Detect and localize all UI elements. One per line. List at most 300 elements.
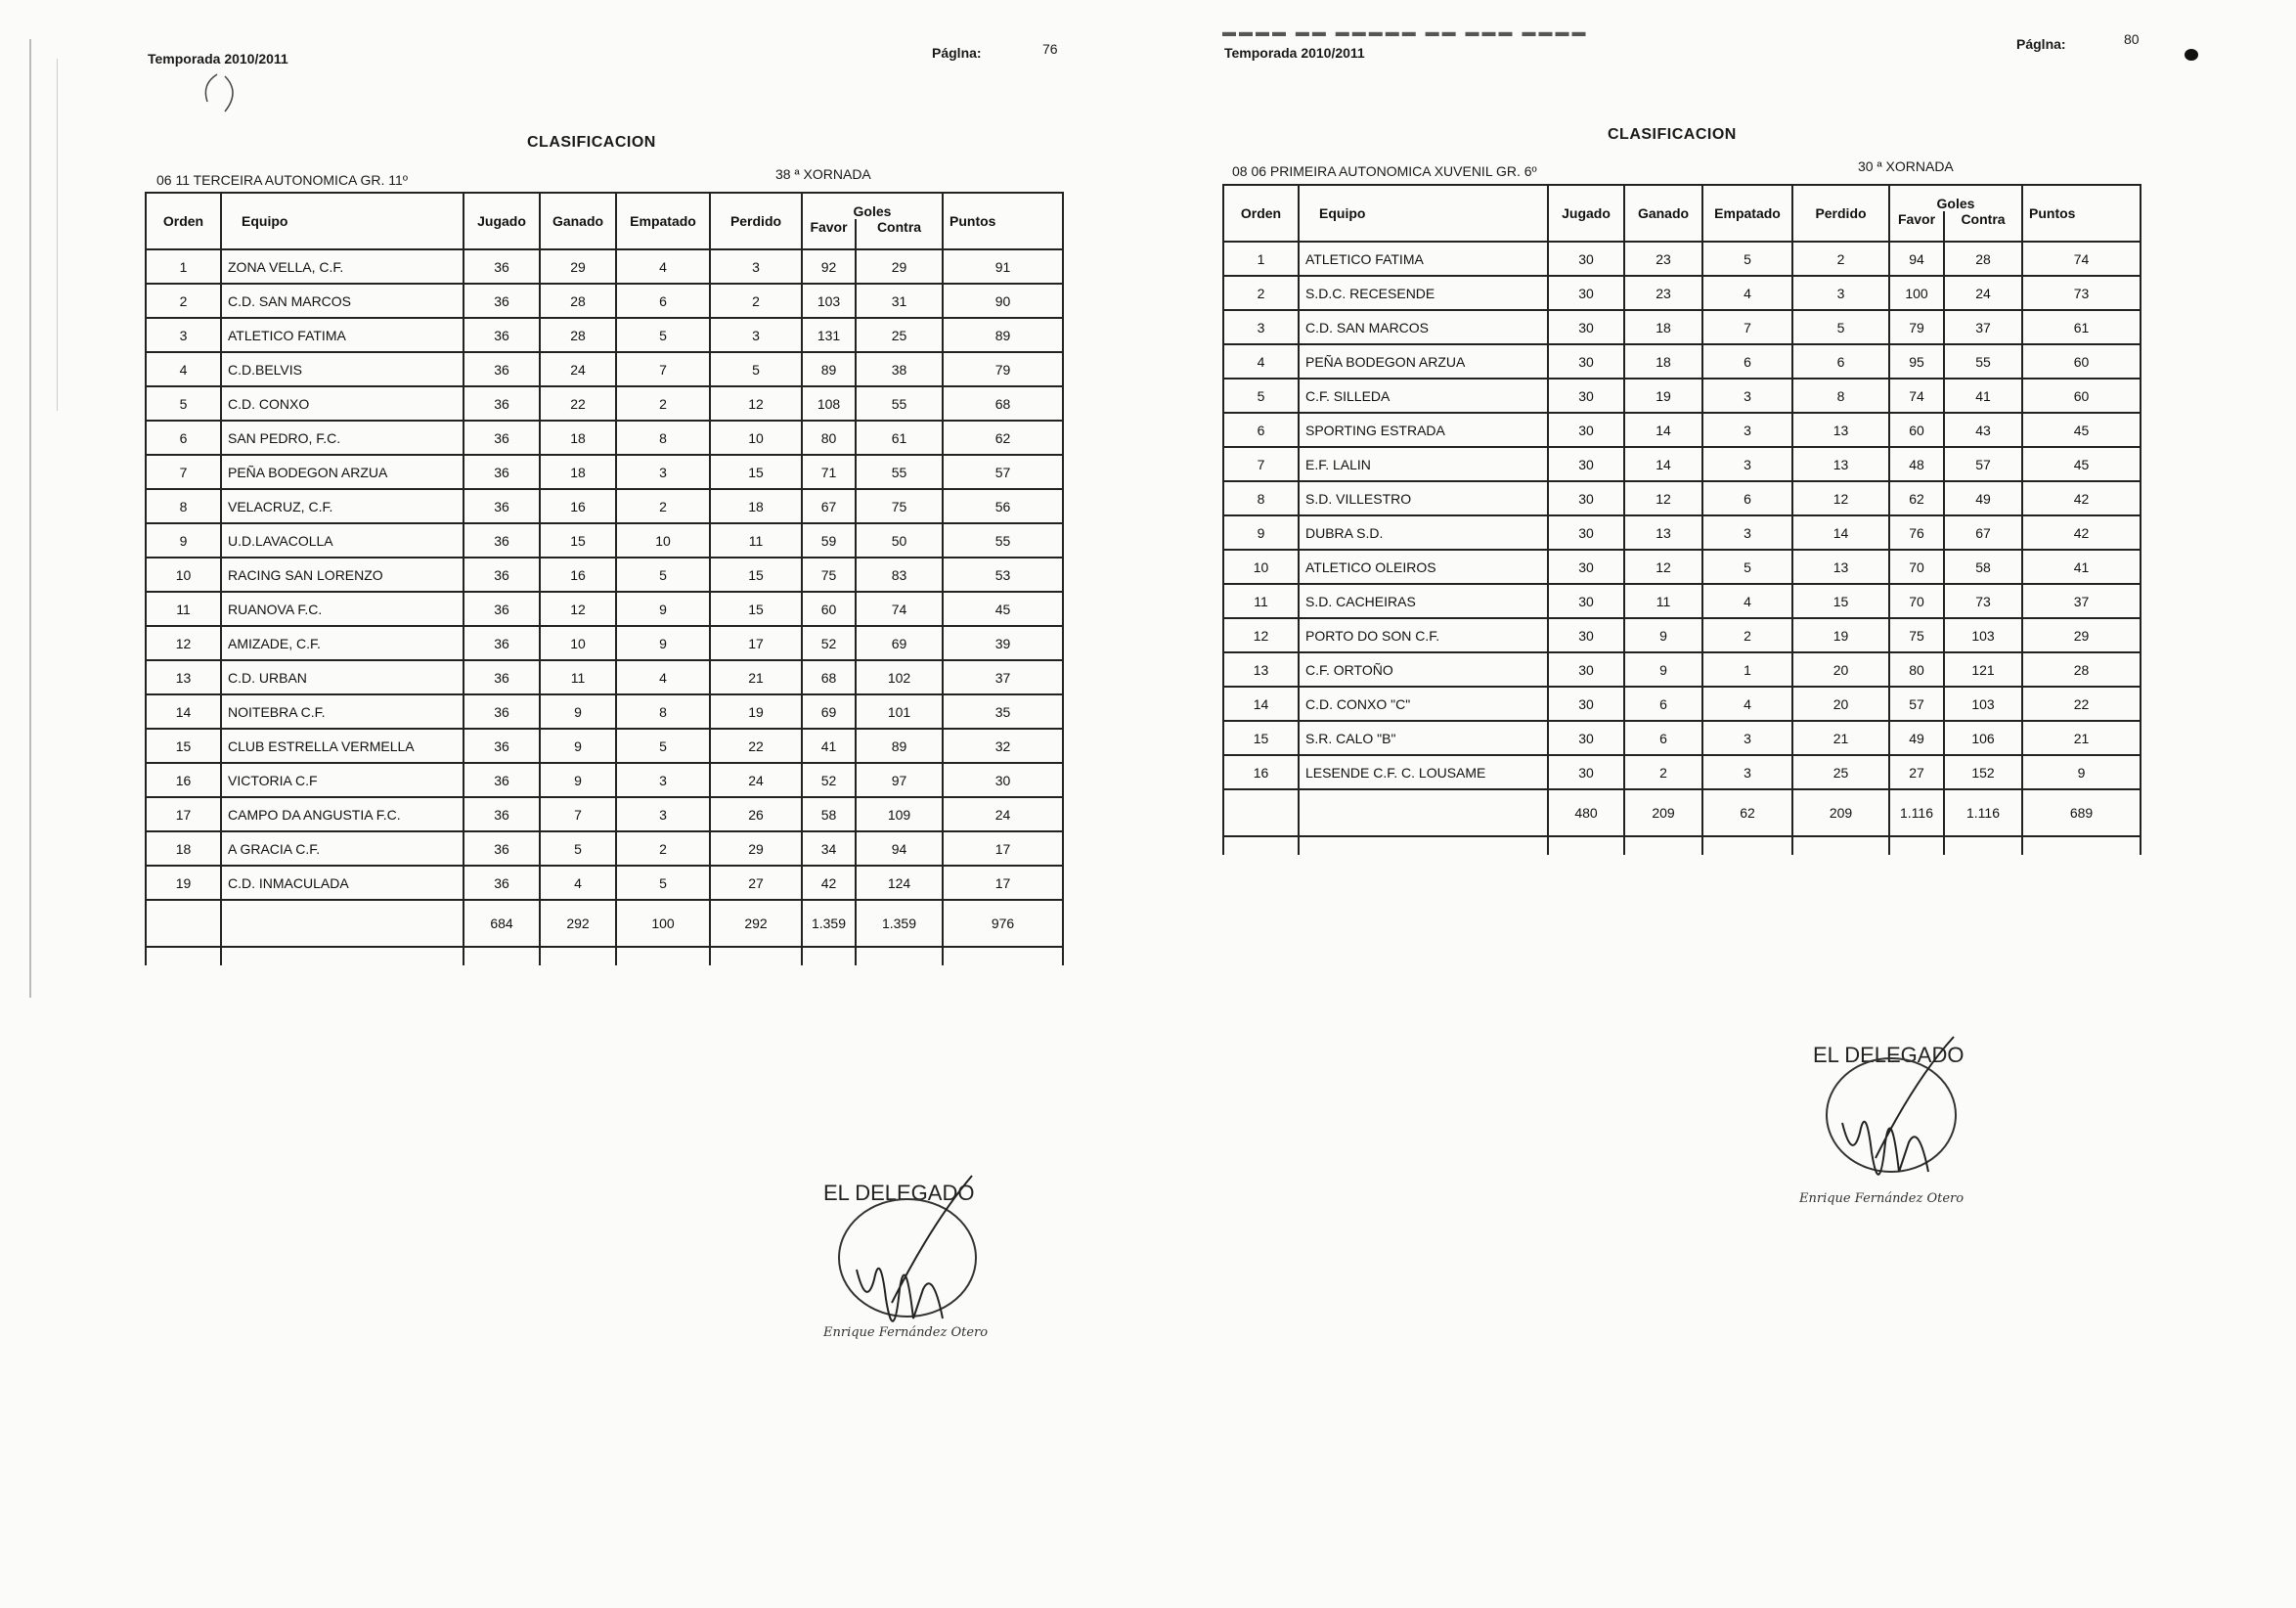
header-empatado: Empatado — [616, 193, 710, 249]
cell-empatado: 5 — [616, 558, 710, 592]
cell-orden: 19 — [146, 866, 221, 900]
total-empatado: 62 — [1702, 789, 1792, 836]
cell-puntos: 74 — [2022, 242, 2141, 276]
cell-empatado: 3 — [1702, 721, 1792, 755]
cell-contra: 43 — [1944, 413, 2022, 447]
cell-orden: 17 — [146, 797, 221, 831]
cell-jugado: 30 — [1548, 481, 1624, 515]
cell-perdido: 29 — [710, 831, 802, 866]
cell-equipo: C.D. SAN MARCOS — [1299, 310, 1548, 344]
cut-header-text: ▬▬▬▬ ▬▬ ▬▬▬▬▬ ▬▬ ▬▬▬ ▬▬▬▬ — [1222, 23, 1589, 39]
cell-jugado: 36 — [464, 421, 540, 455]
table-row — [146, 386, 1063, 421]
table-row — [1223, 721, 2141, 755]
table-row — [1223, 618, 2141, 652]
cell-equipo: ATLETICO FATIMA — [1299, 242, 1548, 276]
total-jugado: 684 — [464, 900, 540, 947]
scan-edge-line — [57, 59, 58, 411]
cell-jugado: 30 — [1548, 515, 1624, 550]
cell-orden: 10 — [146, 558, 221, 592]
cell-jugado: 36 — [464, 558, 540, 592]
cell-puntos: 22 — [2022, 687, 2141, 721]
table-row — [1223, 447, 2141, 481]
season-label: Temporada 2010/2011 — [1224, 45, 1365, 61]
cell-ganado: 12 — [1624, 550, 1702, 584]
cell-ganado: 11 — [540, 660, 616, 694]
table-row — [1223, 550, 2141, 584]
cell-puntos: 29 — [2022, 618, 2141, 652]
cell-orden: 16 — [146, 763, 221, 797]
cell-perdido: 12 — [1792, 481, 1889, 515]
signature-name: Enrique Fernández Otero — [1799, 1191, 1965, 1206]
cell-ganado: 7 — [540, 797, 616, 831]
cell-orden: 14 — [1223, 687, 1299, 721]
cell-jugado: 36 — [464, 660, 540, 694]
cell-jugado: 30 — [1548, 447, 1624, 481]
cell-contra: 103 — [1944, 687, 2022, 721]
cell-orden: 1 — [146, 249, 221, 284]
cell-favor: 34 — [802, 831, 856, 866]
totals-row — [146, 900, 1063, 947]
cell-perdido: 5 — [1792, 310, 1889, 344]
table-row — [1223, 755, 2141, 789]
table-row — [146, 660, 1063, 694]
cell-perdido: 21 — [710, 660, 802, 694]
cell-orden: 5 — [146, 386, 221, 421]
cell-empatado: 7 — [1702, 310, 1792, 344]
cell-puntos: 17 — [943, 831, 1063, 866]
table-row — [146, 489, 1063, 523]
table-row — [146, 866, 1063, 900]
cell-jugado: 36 — [464, 352, 540, 386]
signature-name: Enrique Fernández Otero — [823, 1325, 989, 1340]
cell-equipo: C.F. SILLEDA — [1299, 379, 1548, 413]
cell-favor: 70 — [1889, 550, 1944, 584]
cell-perdido: 15 — [710, 558, 802, 592]
cell-favor: 89 — [802, 352, 856, 386]
competition-name: 06 11 TERCEIRA AUTONOMICA GR. 11º — [156, 172, 408, 188]
table-row — [146, 763, 1063, 797]
cell-favor: 48 — [1889, 447, 1944, 481]
cell-puntos: 91 — [943, 249, 1063, 284]
total-contra: 1.116 — [1944, 789, 2022, 836]
cell-contra: 50 — [856, 523, 943, 558]
cell-equipo: S.D. VILLESTRO — [1299, 481, 1548, 515]
cell-favor: 68 — [802, 660, 856, 694]
cell-puntos: 56 — [943, 489, 1063, 523]
cell-contra: 55 — [856, 455, 943, 489]
cell-puntos: 45 — [2022, 413, 2141, 447]
cell-perdido: 3 — [1792, 276, 1889, 310]
table-row — [1223, 413, 2141, 447]
cell-favor: 108 — [802, 386, 856, 421]
table-row — [1223, 310, 2141, 344]
cell-equipo: S.D.C. RECESENDE — [1299, 276, 1548, 310]
header-jugado: Jugado — [464, 193, 540, 249]
cell-empatado: 8 — [616, 421, 710, 455]
right-page — [1148, 0, 2296, 1608]
blank-cell — [1792, 836, 1889, 855]
cell-perdido: 21 — [1792, 721, 1889, 755]
cell-equipo: SPORTING ESTRADA — [1299, 413, 1548, 447]
cell-orden: 6 — [1223, 413, 1299, 447]
cell-contra: 31 — [856, 284, 943, 318]
cell-favor: 57 — [1889, 687, 1944, 721]
cell-ganado: 18 — [1624, 344, 1702, 379]
cell-jugado: 30 — [1548, 242, 1624, 276]
cell-contra: 55 — [1944, 344, 2022, 379]
cell-ganado: 12 — [540, 592, 616, 626]
cell-empatado: 3 — [1702, 413, 1792, 447]
cell-contra: 28 — [1944, 242, 2022, 276]
cell-jugado: 36 — [464, 249, 540, 284]
cell-equipo: NOITEBRA C.F. — [221, 694, 464, 729]
blank-cell — [1548, 836, 1624, 855]
table-row — [146, 831, 1063, 866]
cell-favor: 94 — [1889, 242, 1944, 276]
cell-puntos: 35 — [943, 694, 1063, 729]
cell-empatado: 4 — [616, 660, 710, 694]
cell-puntos: 73 — [2022, 276, 2141, 310]
cell-contra: 124 — [856, 866, 943, 900]
cell-equipo: VICTORIA C.F — [221, 763, 464, 797]
cell-contra: 101 — [856, 694, 943, 729]
cell-perdido: 2 — [710, 284, 802, 318]
delegado-title: EL DELEGADO — [1813, 1043, 1965, 1067]
cell-favor: 58 — [802, 797, 856, 831]
cell-perdido: 20 — [1792, 687, 1889, 721]
table-row — [1223, 515, 2141, 550]
cell-perdido: 3 — [710, 249, 802, 284]
cell-ganado: 9 — [1624, 652, 1702, 687]
cell-contra: 67 — [1944, 515, 2022, 550]
cell-jugado: 30 — [1548, 344, 1624, 379]
cell-empatado: 6 — [616, 284, 710, 318]
table-row — [146, 352, 1063, 386]
cell-jugado: 36 — [464, 318, 540, 352]
cell-equipo: ATLETICO OLEIROS — [1299, 550, 1548, 584]
cell-jugado: 36 — [464, 523, 540, 558]
cell-orden: 15 — [146, 729, 221, 763]
total-favor: 1.116 — [1889, 789, 1944, 836]
total-ganado: 292 — [540, 900, 616, 947]
cell-empatado: 3 — [616, 797, 710, 831]
cell-empatado: 4 — [616, 249, 710, 284]
cell-orden: 14 — [146, 694, 221, 729]
cell-orden: 8 — [1223, 481, 1299, 515]
table-row — [1223, 481, 2141, 515]
cell-jugado: 30 — [1548, 721, 1624, 755]
cell-ganado: 16 — [540, 489, 616, 523]
cell-empatado: 8 — [616, 694, 710, 729]
cell-equipo: RACING SAN LORENZO — [221, 558, 464, 592]
round-label: 38 ª XORNADA — [775, 166, 871, 182]
delegado-title: EL DELEGADO — [823, 1181, 975, 1205]
cell-contra: 121 — [1944, 652, 2022, 687]
cell-ganado: 28 — [540, 284, 616, 318]
cell-ganado: 18 — [540, 421, 616, 455]
header-equipo: Equipo — [221, 193, 464, 249]
cell-jugado: 30 — [1548, 687, 1624, 721]
cell-equipo: S.D. CACHEIRAS — [1299, 584, 1548, 618]
ink-spot — [2185, 49, 2198, 61]
cell-puntos: 30 — [943, 763, 1063, 797]
table-row — [146, 523, 1063, 558]
cell-perdido: 2 — [1792, 242, 1889, 276]
cell-orden: 8 — [146, 489, 221, 523]
cell-equipo: E.F. LALIN — [1299, 447, 1548, 481]
cell-orden: 9 — [146, 523, 221, 558]
cell-ganado: 10 — [540, 626, 616, 660]
cell-perdido: 27 — [710, 866, 802, 900]
blank-cell — [1702, 836, 1792, 855]
cell-empatado: 5 — [616, 318, 710, 352]
cell-contra: 97 — [856, 763, 943, 797]
cell-orden: 9 — [1223, 515, 1299, 550]
cell-perdido: 24 — [710, 763, 802, 797]
blank-cell — [1299, 836, 1548, 855]
cell-equipo: SAN PEDRO, F.C. — [221, 421, 464, 455]
cell-orden: 4 — [1223, 344, 1299, 379]
cell-favor: 131 — [802, 318, 856, 352]
cell-contra: 89 — [856, 729, 943, 763]
cell-perdido: 13 — [1792, 413, 1889, 447]
table-row — [146, 592, 1063, 626]
cell-perdido: 6 — [1792, 344, 1889, 379]
cell-equipo: PEÑA BODEGON ARZUA — [221, 455, 464, 489]
cell-orden: 15 — [1223, 721, 1299, 755]
cell-equipo: RUANOVA F.C. — [221, 592, 464, 626]
table-row — [146, 797, 1063, 831]
cell-equipo: ZONA VELLA, C.F. — [221, 249, 464, 284]
blank-cell — [146, 947, 221, 965]
cell-empatado: 9 — [616, 626, 710, 660]
cell-empatado: 2 — [616, 831, 710, 866]
cell-contra: 29 — [856, 249, 943, 284]
cell-jugado: 36 — [464, 386, 540, 421]
header-jugado: Jugado — [1548, 185, 1624, 242]
cell-puntos: 68 — [943, 386, 1063, 421]
cell-equipo: VELACRUZ, C.F. — [221, 489, 464, 523]
cell-perdido: 19 — [1792, 618, 1889, 652]
blank-cell — [464, 947, 540, 965]
cell-jugado: 36 — [464, 626, 540, 660]
cell-contra: 103 — [1944, 618, 2022, 652]
cell-favor: 76 — [1889, 515, 1944, 550]
cell-perdido: 11 — [710, 523, 802, 558]
cell-ganado: 12 — [1624, 481, 1702, 515]
cell-contra: 58 — [1944, 550, 2022, 584]
cell-ganado: 6 — [1624, 721, 1702, 755]
cell-jugado: 36 — [464, 455, 540, 489]
table-row — [146, 249, 1063, 284]
cell-equipo: C.D. URBAN — [221, 660, 464, 694]
cell-contra: 55 — [856, 386, 943, 421]
cell-favor: 52 — [802, 626, 856, 660]
cell-ganado: 14 — [1624, 413, 1702, 447]
total-orden — [1223, 789, 1299, 836]
page-label: Páglna: — [2016, 36, 2066, 52]
header-goles: Goles — [1889, 185, 2022, 211]
cell-favor: 100 — [1889, 276, 1944, 310]
blank-cell — [2022, 836, 2141, 855]
cell-puntos: 41 — [2022, 550, 2141, 584]
cell-favor: 70 — [1889, 584, 1944, 618]
cell-puntos: 37 — [2022, 584, 2141, 618]
table-row — [1223, 379, 2141, 413]
header-puntos: Puntos — [943, 193, 1063, 249]
cell-ganado: 2 — [1624, 755, 1702, 789]
cell-jugado: 36 — [464, 763, 540, 797]
cell-ganado: 15 — [540, 523, 616, 558]
cell-empatado: 7 — [616, 352, 710, 386]
total-jugado: 480 — [1548, 789, 1624, 836]
cell-perdido: 20 — [1792, 652, 1889, 687]
header-equipo: Equipo — [1299, 185, 1548, 242]
cell-puntos: 28 — [2022, 652, 2141, 687]
cell-empatado: 5 — [616, 729, 710, 763]
cell-orden: 18 — [146, 831, 221, 866]
scan-edge-line — [29, 39, 31, 998]
cell-perdido: 22 — [710, 729, 802, 763]
standings-table — [1222, 184, 2141, 855]
cell-jugado: 30 — [1548, 584, 1624, 618]
cell-empatado: 2 — [616, 489, 710, 523]
cell-jugado: 36 — [464, 489, 540, 523]
cell-perdido: 17 — [710, 626, 802, 660]
cell-orden: 11 — [1223, 584, 1299, 618]
cell-puntos: 90 — [943, 284, 1063, 318]
cell-perdido: 3 — [710, 318, 802, 352]
cell-puntos: 39 — [943, 626, 1063, 660]
cell-jugado: 30 — [1548, 550, 1624, 584]
header-puntos: Puntos — [2022, 185, 2141, 242]
cell-perdido: 15 — [710, 455, 802, 489]
cell-equipo: PEÑA BODEGON ARZUA — [1299, 344, 1548, 379]
total-orden — [146, 900, 221, 947]
total-equipo — [221, 900, 464, 947]
blank-row — [1223, 836, 2141, 855]
competition-name: 08 06 PRIMEIRA AUTONOMICA XUVENIL GR. 6º — [1232, 163, 1537, 179]
cell-perdido: 15 — [710, 592, 802, 626]
blank-cell — [943, 947, 1063, 965]
header-orden: Orden — [146, 193, 221, 249]
cell-orden: 4 — [146, 352, 221, 386]
cell-equipo: ATLETICO FATIMA — [221, 318, 464, 352]
cell-puntos: 32 — [943, 729, 1063, 763]
cell-empatado: 2 — [616, 386, 710, 421]
total-contra: 1.359 — [856, 900, 943, 947]
blank-cell — [540, 947, 616, 965]
cell-jugado: 36 — [464, 729, 540, 763]
cell-equipo: PORTO DO SON C.F. — [1299, 618, 1548, 652]
cell-contra: 106 — [1944, 721, 2022, 755]
cell-favor: 95 — [1889, 344, 1944, 379]
cell-orden: 13 — [146, 660, 221, 694]
cell-favor: 41 — [802, 729, 856, 763]
blank-row — [146, 947, 1063, 965]
cell-favor: 103 — [802, 284, 856, 318]
cell-perdido: 5 — [710, 352, 802, 386]
cell-ganado: 9 — [540, 694, 616, 729]
total-equipo — [1299, 789, 1548, 836]
blank-cell — [221, 947, 464, 965]
cell-orden: 16 — [1223, 755, 1299, 789]
cell-favor: 60 — [1889, 413, 1944, 447]
header-empatado: Empatado — [1702, 185, 1792, 242]
cell-ganado: 14 — [1624, 447, 1702, 481]
table-row — [1223, 687, 2141, 721]
cell-orden: 12 — [146, 626, 221, 660]
cell-ganado: 4 — [540, 866, 616, 900]
cell-orden: 10 — [1223, 550, 1299, 584]
cell-contra: 24 — [1944, 276, 2022, 310]
table-row — [1223, 652, 2141, 687]
blank-cell — [856, 947, 943, 965]
cell-jugado: 30 — [1548, 310, 1624, 344]
cell-favor: 69 — [802, 694, 856, 729]
cell-contra: 37 — [1944, 310, 2022, 344]
header-favor: Favor — [1889, 211, 1944, 242]
header-goles: Goles — [802, 193, 943, 219]
cell-ganado: 18 — [540, 455, 616, 489]
cell-ganado: 23 — [1624, 276, 1702, 310]
table-row — [146, 626, 1063, 660]
cell-puntos: 61 — [2022, 310, 2141, 344]
cell-puntos: 42 — [2022, 481, 2141, 515]
cell-puntos: 45 — [943, 592, 1063, 626]
total-puntos: 976 — [943, 900, 1063, 947]
cell-empatado: 5 — [1702, 242, 1792, 276]
cell-empatado: 4 — [1702, 276, 1792, 310]
cell-puntos: 17 — [943, 866, 1063, 900]
header-ganado: Ganado — [1624, 185, 1702, 242]
cell-orden: 12 — [1223, 618, 1299, 652]
cell-perdido: 13 — [1792, 447, 1889, 481]
cell-ganado: 13 — [1624, 515, 1702, 550]
cell-contra: 152 — [1944, 755, 2022, 789]
cell-puntos: 89 — [943, 318, 1063, 352]
standings-table — [145, 192, 1064, 965]
blank-cell — [1889, 836, 1944, 855]
cell-equipo: U.D.LAVACOLLA — [221, 523, 464, 558]
table-row — [1223, 242, 2141, 276]
cell-favor: 80 — [802, 421, 856, 455]
total-favor: 1.359 — [802, 900, 856, 947]
table-row — [146, 421, 1063, 455]
table-row — [146, 729, 1063, 763]
cell-jugado: 36 — [464, 592, 540, 626]
total-puntos: 689 — [2022, 789, 2141, 836]
cell-perdido: 25 — [1792, 755, 1889, 789]
cell-favor: 62 — [1889, 481, 1944, 515]
cell-empatado: 3 — [1702, 515, 1792, 550]
page-title: CLASIFICACION — [527, 134, 656, 151]
table-row — [146, 558, 1063, 592]
total-perdido: 292 — [710, 900, 802, 947]
cell-perdido: 14 — [1792, 515, 1889, 550]
cell-contra: 49 — [1944, 481, 2022, 515]
cell-empatado: 3 — [616, 763, 710, 797]
cell-ganado: 19 — [1624, 379, 1702, 413]
cell-jugado: 36 — [464, 866, 540, 900]
cell-perdido: 18 — [710, 489, 802, 523]
cell-equipo: C.D. SAN MARCOS — [221, 284, 464, 318]
cell-contra: 69 — [856, 626, 943, 660]
cell-favor: 80 — [1889, 652, 1944, 687]
cell-jugado: 30 — [1548, 379, 1624, 413]
cell-perdido: 15 — [1792, 584, 1889, 618]
